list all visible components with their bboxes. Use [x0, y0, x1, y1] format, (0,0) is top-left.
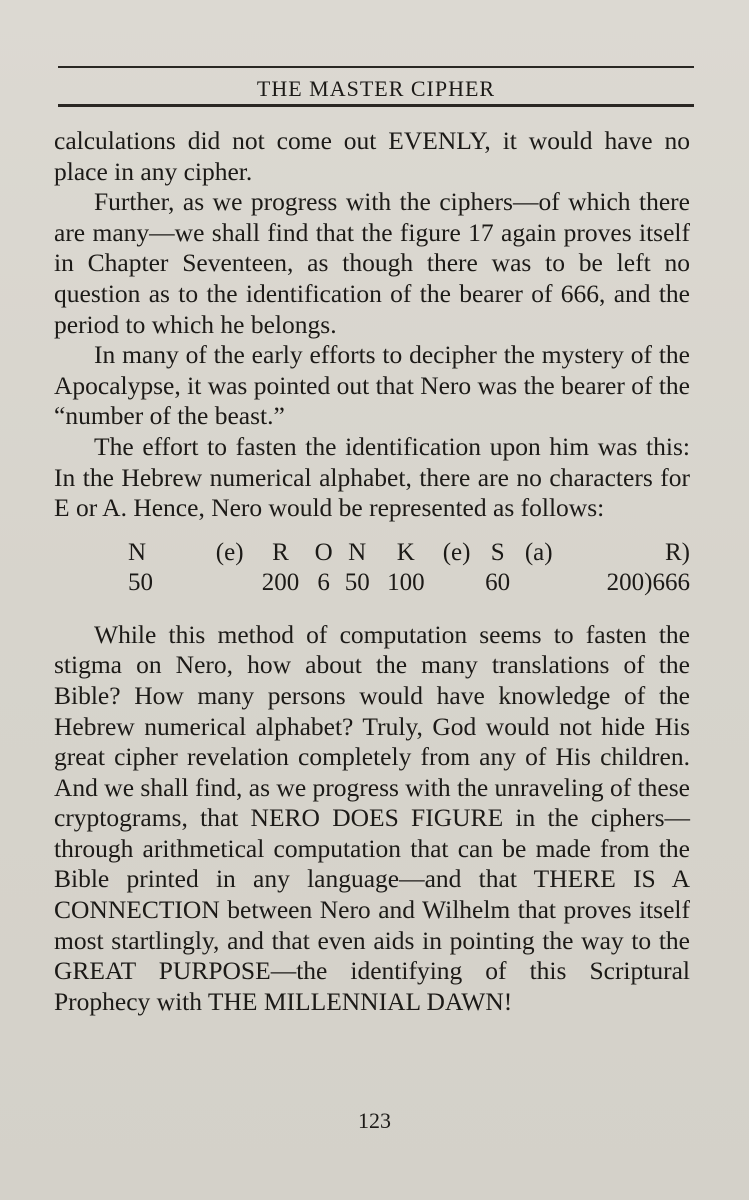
cipher-letter: S	[490, 538, 505, 566]
paragraph: The effort to fasten the identification upon him was this: In the Hebrew numerical alphabet, there are no characters for E or A. Hence, Nero would be represented as follows:	[54, 431, 690, 523]
cipher-value: 50	[128, 568, 153, 596]
cipher-letter: R	[272, 538, 289, 566]
cipher-letter: N	[128, 538, 147, 566]
cipher-values-row	[54, 568, 690, 598]
paragraph: Further, as we progress with the ciphers—of which there are many—we shall find that the figure 17 again proves itself in Chapter Seventeen, as though there was to be left no question as to the identification of the bearer of 666, and the period to which he belongs.	[54, 187, 690, 339]
cipher-value: 6	[317, 568, 330, 596]
paragraph-continuation: calculations did not come out EVENLY, it would have no place in any cipher.	[54, 126, 690, 186]
cipher-letter: (e)	[442, 538, 471, 566]
header-bottom-rule	[58, 104, 694, 107]
cipher-letter: O	[314, 538, 333, 566]
cipher-value: 50	[344, 568, 370, 596]
paragraph: In many of the early efforts to decipher the mystery of the Apocalypse, it was pointed out that Nero was the bearer of the “number of the beast.”	[54, 340, 690, 431]
cipher-letter: K	[396, 538, 415, 566]
cipher-value: 200	[261, 568, 300, 596]
cipher-letter: (e)	[215, 538, 244, 566]
cipher-letter: N	[348, 538, 367, 566]
cipher-value: 60	[485, 568, 511, 596]
nero-cipher-table	[54, 538, 690, 598]
cipher-value: 200)666	[606, 568, 690, 596]
cipher-value: 100	[387, 568, 425, 596]
cipher-value	[517, 568, 560, 598]
running-title: THE MASTER CIPHER	[256, 76, 496, 101]
cipher-value	[208, 568, 251, 598]
page-number: 123	[358, 1108, 391, 1133]
body-text	[54, 126, 690, 1017]
paragraph: While this method of computation seems to fasten the stigma on Nero, how about the many translations of the Bible? How many persons would have knowledge of the Hebrew numerical alphabet? Truly, God would not hide His great cipher revelation completely from any of His children. And we shall find, as we progress with the unraveling of these cryptograms, that NERO DOES FIGURE in the ciphers—through arithmetical computation that can be made from the Bible printed in any language—and that THERE IS A CONNECTION between Nero and Wilhelm that proves itself most startlingly, and that even aids in pointing the way to the GREAT PURPOSE—the identifying of this Scriptural Prophecy with THE MILLENNIAL DAWN!	[54, 619, 690, 1016]
cipher-letter: R)	[665, 538, 690, 566]
header-top-rule	[58, 66, 694, 68]
cipher-letters-row	[54, 538, 690, 568]
cipher-letter: (a)	[524, 538, 553, 566]
cipher-value	[435, 568, 478, 598]
